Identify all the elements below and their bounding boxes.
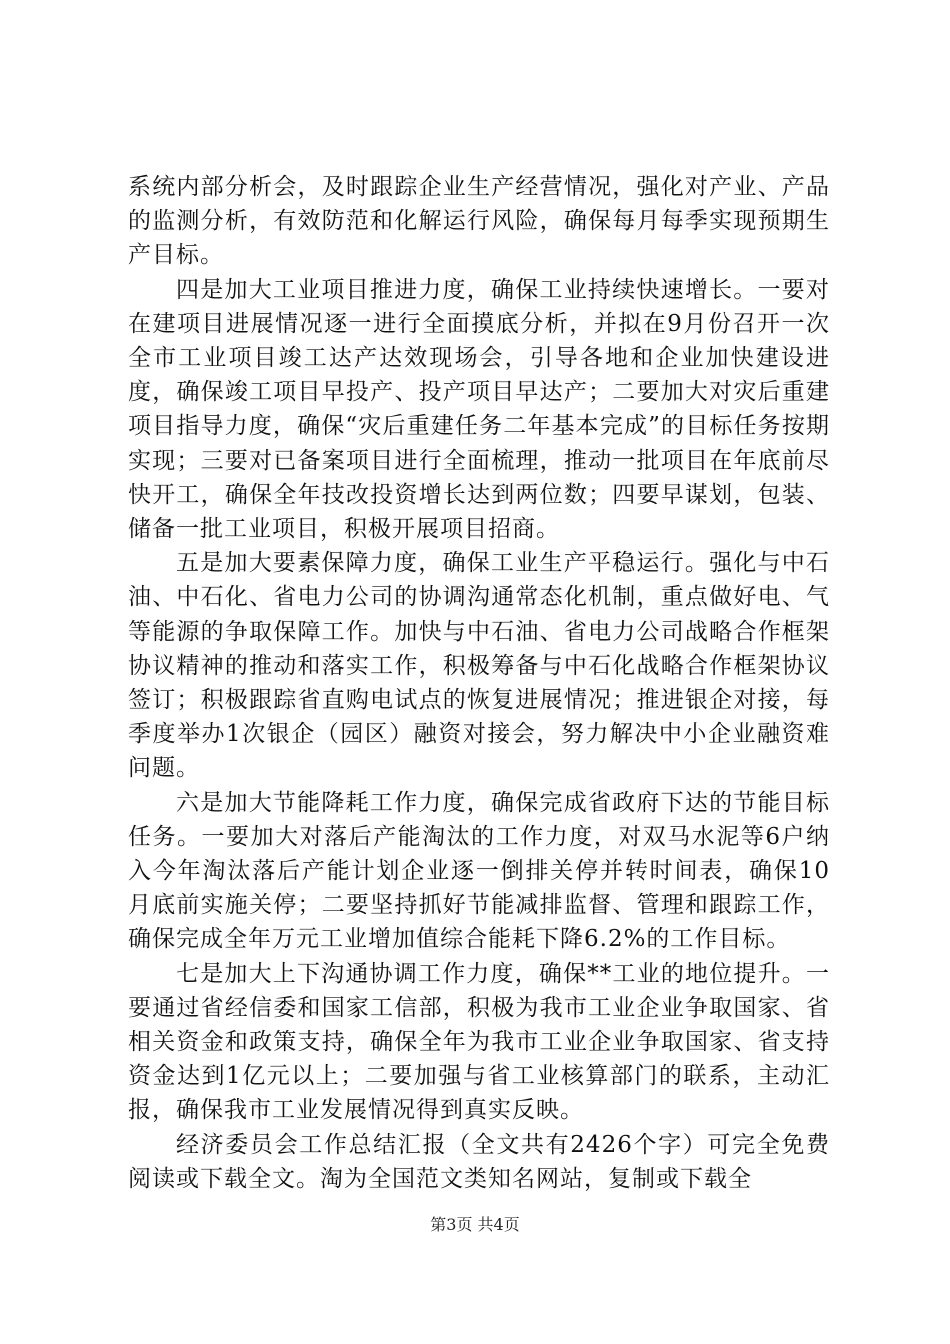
paragraph-1: 系统内部分析会，及时跟踪企业生产经营情况，强化对产业、产品的监测分析，有效防范和化解运行风险，确保每月每季实现预期生产目标。 [128,174,830,269]
document-body [128,170,830,1196]
paragraph-3: 五是加大要素保障力度，确保工业生产平稳运行。强化与中石油、中石化、省电力公司的协调沟通常态化机制，重点做好电、气等能源的争取保障工作。加快与中石油、省电力公司战略合作框架协议精神的推动和落实工作，积极筹备与中石化战略合作框架协议签订；积极跟踪省直购电试点的恢复进展情况；推进银企对接，每季度举办1次银企（园区）融资对接会，努力解决中小企业融资难问题。 [128,550,830,782]
page-footer: 第3页 共4页 [430,1215,520,1234]
paragraph-5: 七是加大上下沟通协调工作力度，确保**工业的地位提升。一要通过省经信委和国家工信部，积极为我市工业企业争取国家、省相关资金和政策支持，确保全年为我市工业企业争取国家、省支持资金达到1亿元以上；二要加强与省工业核算部门的联系，主动汇报，确保我市工业发展情况得到真实反映。 [128,960,830,1124]
paragraph-2: 四是加大工业项目推进力度，确保工业持续快速增长。一要对在建项目进展情况逐一进行全面摸底分析，并拟在9月份召开一次全市工业项目竣工达产达效现场会，引导各地和企业加快建设进度，确保竣工项目早投产、投产项目早达产；二要加大对灾后重建项目指导力度，确保“灾后重建任务二年基本完成”的目标任务按期实现；三要对已备案项目进行全面梳理，推动一批项目在年底前尽快开工，确保全年技改投资增长达到两位数；四要早谋划，包装、储备一批工业项目，积极开展项目招商。 [128,276,830,543]
paragraph-4: 六是加大节能降耗工作力度，确保完成省政府下达的节能目标任务。一要加大对落后产能淘汰的工作力度，对双马水泥等6户纳入今年淘汰落后产能计划企业逐一倒排关停并转时间表，确保10月底前实施关停；二要坚持抓好节能减排监督、管理和跟踪工作，确保完成全年万元工业增加值综合能耗下降6.2%的工作目标。 [128,789,830,953]
paragraph-6: 经济委员会工作总结汇报（全文共有2426个字）可完全免费阅读或下载全文。淘为全国范文类知名网站，复制或下载全 [128,1131,830,1192]
